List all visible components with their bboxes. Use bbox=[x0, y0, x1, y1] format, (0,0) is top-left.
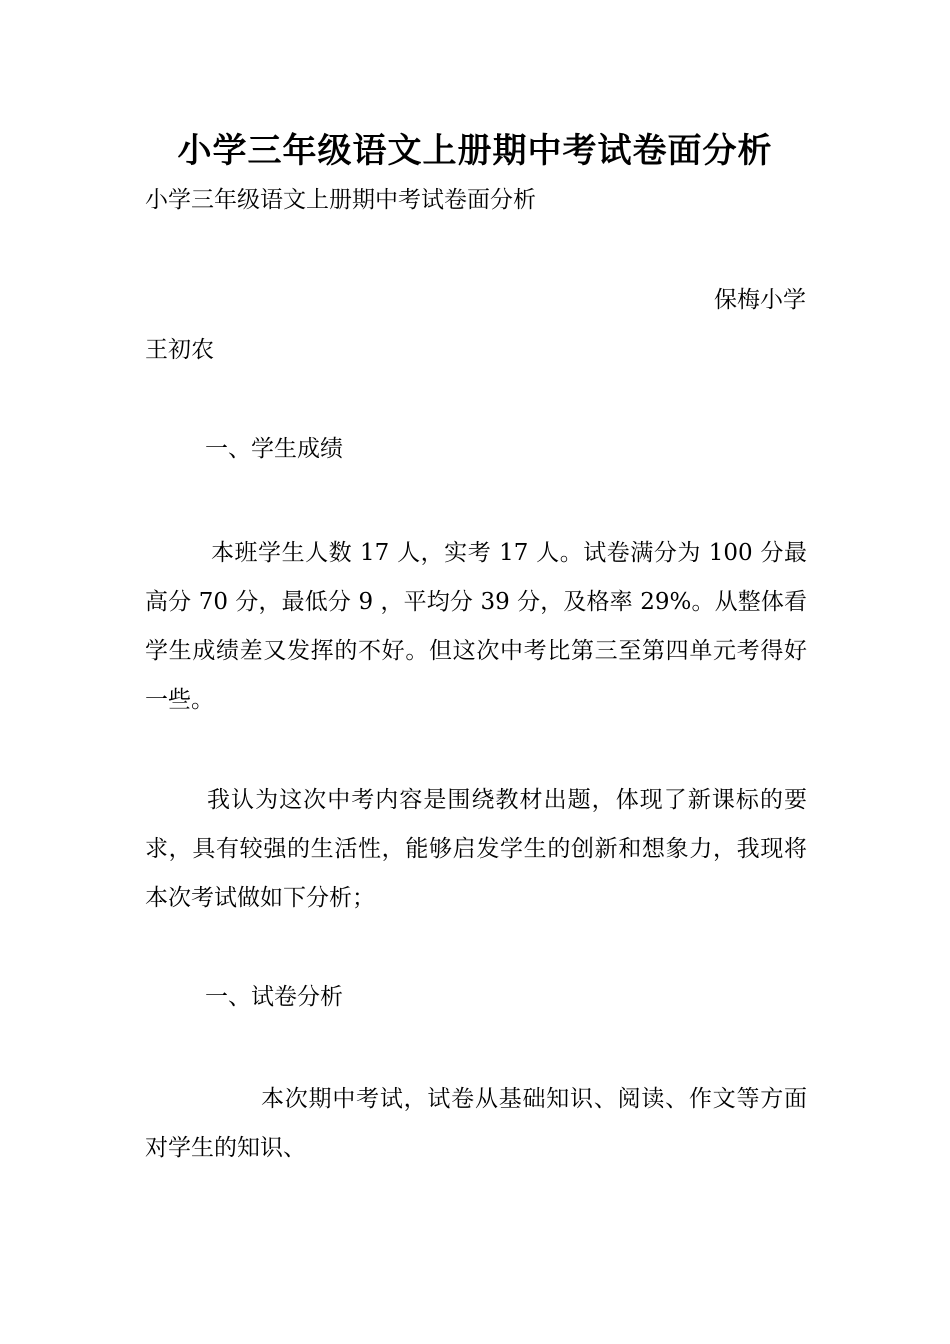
document-subtitle: 小学三年级语文上册期中考试卷面分析 bbox=[145, 187, 536, 213]
paragraph-intro-analysis: 我认为这次中考内容是围绕教材出题，体现了新课标的要求，具有较强的生活性，能够启发学生的创新和想象力，我现将本次考试做如下分析； bbox=[145, 787, 807, 911]
paragraph-paper-analysis: 本次期中考试，试卷从基础知识、阅读、作文等方面对学生的知识、 bbox=[145, 1086, 807, 1161]
document-title: 小学三年级语文上册期中考试卷面分析 bbox=[177, 131, 773, 171]
author-name: 王初农 bbox=[145, 337, 214, 363]
section-heading-student-scores: 一、学生成绩 bbox=[205, 436, 343, 462]
school-name: 保梅小学 bbox=[714, 287, 806, 313]
section-heading-paper-analysis: 一、试卷分析 bbox=[205, 984, 343, 1010]
paragraph-student-scores: 本班学生人数 17 人，实考 17 人。试卷满分为 100 分最高分 70 分，最低分 9 ，平均分 39 分，及格率 29%。从整体看学生成绩差又发挥的不好。但这次中考比第三至第四单元考得好一些。 bbox=[145, 540, 807, 713]
